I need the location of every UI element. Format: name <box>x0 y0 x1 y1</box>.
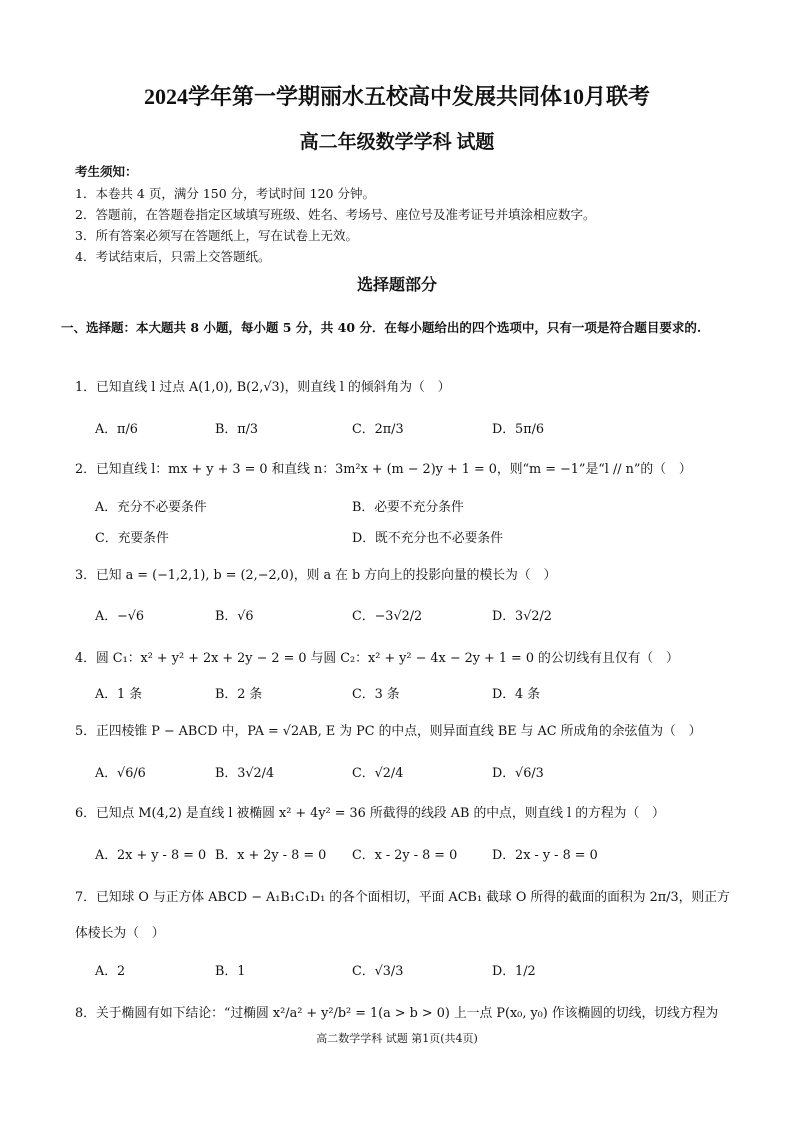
question-3-option-c: C．−3√2/2 <box>352 609 423 624</box>
notice-item: 2．答题前，在答题卷指定区域填写班级、姓名、考场号、座位号及准考证号并填涂相应数字。 <box>75 207 596 222</box>
question-1-option-a: A．π/6 <box>95 422 138 437</box>
page-footer: 高二数学学科 试题 第1页(共4页) <box>316 1032 478 1045</box>
question-6-option-b: B．x + 2y - 8 = 0 <box>215 848 327 863</box>
question-5-option-b: B．3√2/4 <box>215 766 275 781</box>
question-2-option-a: A．充分不必要条件 <box>95 500 207 515</box>
question-1-option-c: C．2π/3 <box>352 422 404 437</box>
question-7-option-d: D．1/2 <box>492 964 536 979</box>
notice-item: 1．本卷共 4 页，满分 150 分，考试时间 120 分钟。 <box>75 186 375 201</box>
question-5-option-d: D．√6/3 <box>492 766 544 781</box>
exam-title: 2024学年第一学期丽水五校高中发展共同体10月联考 <box>143 84 650 109</box>
question-5-option-a: A．√6/6 <box>95 766 146 781</box>
question-6-option-d: D．2x - y - 8 = 0 <box>492 848 598 863</box>
notice-item: 4．考试结束后，只需上交答题纸。 <box>75 249 271 264</box>
notice-heading: 考生须知： <box>75 164 138 179</box>
question-5-stem: 5．正四棱锥 P − ABCD 中，PA = √2AB, E 为 PC 的中点，则异面直线 BE 与 AC 所成角的余弦值为（ ） <box>75 724 702 739</box>
question-4-option-b: B．2 条 <box>215 687 263 702</box>
question-6-option-c: C．x - 2y - 8 = 0 <box>352 848 458 863</box>
question-7-option-b: B．1 <box>215 964 246 979</box>
question-2-option-d: D．既不充分也不必要条件 <box>352 531 504 546</box>
question-3-option-a: A．−√6 <box>95 609 145 624</box>
question-6-stem: 6．已知点 M(4,2) 是直线 l 被椭圆 x² + 4y² = 36 所截得的线段 AB 的中点，则直线 l 的方程为（ ） <box>75 806 665 821</box>
question-7-stem: 7．已知球 O 与正方体 ABCD − A₁B₁C₁D₁ 的各个面相切，平面 ACB₁ 截球 O 所得的截面的面积为 2π/3，则正方 <box>75 890 730 905</box>
section-title: 选择题部分 <box>356 277 437 294</box>
question-4-option-c: C．3 条 <box>352 687 400 702</box>
question-7-option-a: A．2 <box>95 964 126 979</box>
part-heading: 一、选择题：本大题共 8 小题，每小题 5 分，共 40 分．在每小题给出的四个选项中，只有一项是符合题目要求的. <box>61 320 702 335</box>
question-7-stem-continued: 体棱长为（ ） <box>75 926 165 941</box>
question-7-option-c: C．√3/3 <box>352 964 404 979</box>
exam-subtitle: 高二年级数学学科 试题 <box>299 132 495 153</box>
question-3-option-d: D．3√2/2 <box>492 609 552 624</box>
question-3-stem: 3．已知 a = (−1,2,1), b = (2,−2,0)，则 a 在 b 方向上的投影向量的模长为（ ） <box>75 568 557 583</box>
question-4-stem: 4．圆 C₁：x² + y² + 2x + 2y − 2 = 0 与圆 C₂：x² + y² − 4x − 2y + 1 = 0 的公切线有且仅有（ ） <box>75 651 679 666</box>
notice-item: 3．所有答案必须写在答题纸上，写在试卷上无效。 <box>75 228 358 243</box>
question-6-option-a: A．2x + y - 8 = 0 <box>95 848 207 863</box>
question-4-option-d: D．4 条 <box>492 687 541 702</box>
question-3-option-b: B．√6 <box>215 609 254 624</box>
question-1-option-d: D．5π/6 <box>492 422 545 437</box>
question-2-option-c: C．充要条件 <box>95 531 169 546</box>
question-4-option-a: A．1 条 <box>95 687 143 702</box>
question-2-option-b: B．必要不充分条件 <box>352 500 464 515</box>
question-5-option-c: C．√2/4 <box>352 766 404 781</box>
question-1-stem: 1．已知直线 l 过点 A(1,0), B(2,√3)，则直线 l 的倾斜角为（ ） <box>75 380 451 395</box>
question-1-option-b: B．π/3 <box>215 422 259 437</box>
question-2-stem: 2．已知直线 l：mx + y + 3 = 0 和直线 n：3m²x + (m − 2)y + 1 = 0，则“m = −1”是“l // n”的（ ） <box>75 462 692 477</box>
question-8-stem: 8．关于椭圆有如下结论：“过椭圆 x²/a² + y²/b² = 1(a > b > 0) 上一点 P(x₀, y₀) 作该椭圆的切线，切线方程为 <box>75 1006 719 1021</box>
